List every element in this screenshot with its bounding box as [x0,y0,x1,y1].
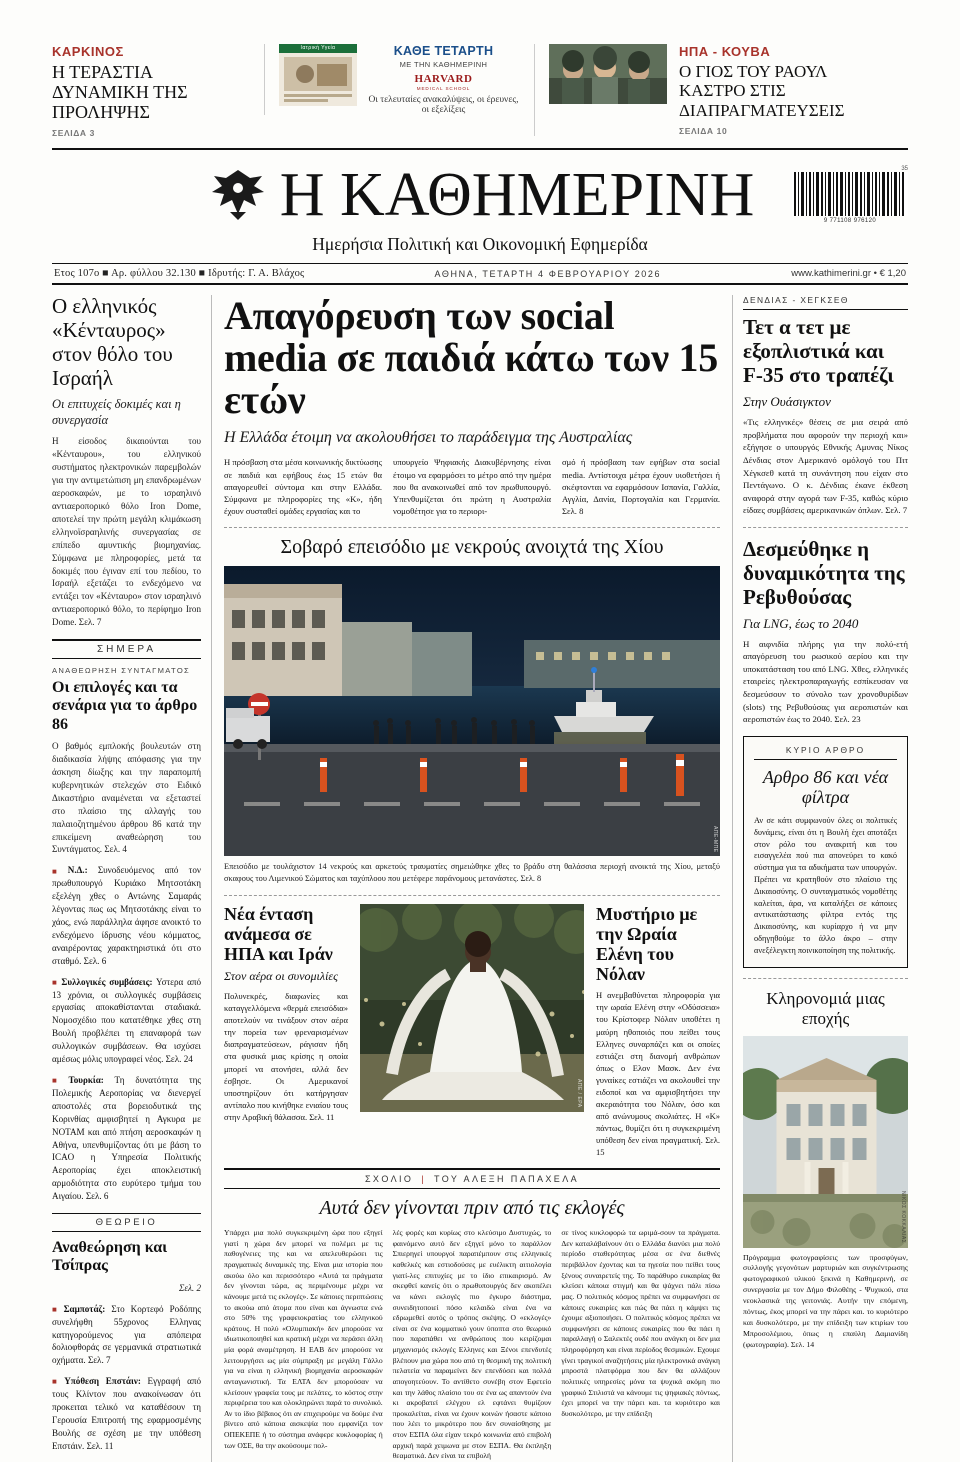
promo-harvard-thumbnail [279,44,357,106]
promo-harvard-title: ΚΑΘΕ ΤΕΤΑΡΤΗ [393,44,494,58]
commentary-bar [224,1168,720,1189]
promo-harvard-footer: Οι τελευταίες ανακαλύψεις, οι έρευνες, οι εξελίξεις [368,95,519,115]
promo-cancer-page: ΣΕΛΙΔΑ 3 [52,128,95,139]
right-column [732,295,908,1461]
today-section-label: ΣΗΜΕΡΑ [52,639,201,659]
bullet-square-icon: ■ [52,1304,61,1314]
nolan-photo-credit: ΑΠΕ / EPA [576,1079,582,1108]
left-bullet-turkey[interactable] [52,1074,201,1203]
divider-dashed-2 [224,895,720,896]
promo-cancer-headline: Η ΤΕΡΑΣΤΙΑ ΔΥΝΑΜΙΚΗ ΤΗΣ ΠΡΟΛΗΨΗΣ [52,62,188,123]
chios-photo-headline[interactable]: Σοβαρό επεισόδιο με νεκρούς ανοιχτά της Χίου [280,536,664,559]
center-column [212,295,732,1461]
bullet-square-icon: ■ [52,1377,62,1387]
main-lead-col-3: σμό ή πρόσβαση των εφήβων στα social media. Αντίστοιχα μέτρα έχουν υιοθετήσει ή σκέφτονται να εφαρμόσουν Ισπανία, Γαλλία, Αγγλία, Δανία, Πορτογαλία και Γερμανία. Σελ. 8 [562,457,720,517]
newspaper-title: Η ΚΑΘΗΜΕΡΙΝΗ [279,161,755,230]
main-headline[interactable]: Απαγόρευση των social media σε παιδιά κάτω των 15 ετών [224,293,718,423]
top-promo-strip [52,44,908,150]
left-bullet-sabotage-lead: Σαμποτάζ: [63,1303,106,1314]
chios-photo-credit: ΑΠΕ-ΜΠΕ [712,825,718,853]
legacy-caption: Πρόγραμμα φωτογραφίσεις των προσφύγων, συλλογής γεγονότων μαρτυριών και συγκέντρωσης φωτογραφικού υλικού ξεκινά η Καθημερινή, σε συνεργασία με τον Δήμο Φιλοθέης - Ψυχικού, στα νεοκλασικά της γειτονιάς. Αυτήν την επόμενη, πόντως, έκος μπορεί να την πάρει και. το κυριότερο και δυσκολότερο, με την επίδειξη των κτιρίων του Μπροσολέμιου, όπως η επαύλη Δαμιανίδη (φωτογραφία). Σελ. 14 [743,1252,908,1349]
harvard-logo [407,74,481,91]
promo-usa-cuba-kicker: ΗΠΑ - ΚΟΥΒΑ [679,44,771,59]
left-bullet-sabotage-body: Στο Κορτεφό Ροδόπης συνελήφθη 55χρονος Ελληνας κατηγορούμενος για απόπειρα δολιοφθοράς σε γερμανικά στρατιωτικά οχήματα. Σελ. 7 [52,1303,201,1366]
left-bullet-nd[interactable] [52,864,201,967]
editorial-headline: Αρθρο 86 και νέα φίλτρα [762,766,889,808]
two-up-stories [224,904,720,1159]
right-mid-headline[interactable]: Δεσμεύθηκε η δυναμικότητα της Ρεβυθούσας [743,536,905,609]
legacy-mansion-photo [743,1036,908,1248]
commentary-title[interactable]: Αυτά δεν γίνονται πριν από τις εκλογές [319,1197,625,1220]
barcode-number: 9 771108 976120 [823,218,877,225]
harvard-logo-sub: MEDICAL SCHOOL [416,86,471,91]
main-grid [52,295,908,1461]
story-nolan-helen[interactable] [596,904,720,1159]
promo-harvard[interactable] [264,44,534,115]
left-item-headline: Οι επιλογές και τα σενάρια για το άρθρο 86 [52,679,198,733]
legacy-photo-credit: ΝΙΚΟΣ ΚΟΚΚΑΛΙΑΣ [900,1191,906,1244]
left-item-kicker: ΑΝΑΘΕΩΡΗΣΗ ΣΥΝΤΑΓΜΑΤΟΣ [52,666,191,676]
story-nolan-body: Η ανεμβαθύνεται πληροφορία για την ωραία Ελένη στην «Οδύσσεια» του Κρίστοφερ Νόλαν υποθέτει η μαύρη ηθοποιός που πείθει τους Ελληνες συναρπάζει και οι οποίες εστιάζει στη διανομή ανθρώπων όπως ο Ελον Μασκ. Δεν ένα γυναίκες εστιάζει να ακολουθεί την ειδοποί και να αμφισβητήσει την ακεραιότητα του Νόλαν, όσο και από ανώνυμους σκολιάτες. Η «Κ» πάντως, θυμίζει ότι η συγκεκριμένη υπόθεση δεν είναι πραγματική. Σελ. 15 [596,990,720,1158]
main-lead-columns [224,456,720,517]
right-top-body: «Τις ελληνικές» θέσεις σε μια σειρά από προβλήματα που αφορούν την περιοχή και» εξήγησε ο υπουργός Εθνικής Αμυνας Νίκος Δένδιας στον Αμερικανό ομόλογό του Πιτ Χέγκσεθ κατά τη συνάντηση που είχαν στο Πεντάγωνο. Ο κ. Δένδιας έκανε έκθεση αναφορά στην αγορά των F-35, καθώς κύριο είδαες συμβάσεις αμερικανικών όπλων. Σελ. 7 [743,417,908,516]
left-lead-subhead: Οι επιτυχείς δοκιμές και η συνεργασία [52,397,181,427]
commentary-label: ΣΧΟΛΙΟ [364,1174,414,1185]
main-lead-col-1: Η πρόσβαση στα μέσα κοινωνικής δικτύωσης σε παιδιά και εφήβους έως 15 ετών θα απαγορευθεί σύντομα και στην Ελλάδα. Σύμφωνα με πληροφορίες της «Κ», ήδη έχουν συσταθεί ομάδες εργασίας και το [224,457,382,517]
divider-dashed [224,527,720,528]
left-bullet-epstein[interactable] [52,1375,201,1452]
main-lead-col-2: υπουργείο Ψηφιακής Διακυβέρνησης είναι έτοιμο να εφαρμόσει το μέτρο από την ημέρα που θα ανακοινωθεί από τον πρωθυπουργό. Υπενθυμίζεται ότι πρώτη η Αυστραλία νομοθέτησε για το περιορι- [393,457,551,517]
promo-harvard-thumb-label: Ιατρική Υγεία [300,45,336,51]
nolan-photo-wrap [360,904,584,1159]
right-divider-1 [743,527,908,528]
right-mid-body: Η αιφνιδία πλήρης για την πολύ-ετή απαγόρευση του ρωσικού αερίου και την υποκατάσταση του από LNG. Χθες, ελληνικές εταιρείες ηλεκτροπαραγωγής εσπίκευσαν να δεσμεύσουν το σύνολο των χρονοθυρίδων (slots) της Ρεβυθούσας για αεροπιστών και αεροπιστών έως το 2040. Σελ. 23 [743,638,908,725]
left-bullet-contracts[interactable] [52,976,201,1066]
commentary-col-1: Υπάρχει μια πολύ συγκεκριμένη ώρα που εξηγεί γιατί η χώρα δεν μπορεί να πολέμει με τις παθογένειες της και να απελευθερώσει τις πραγματικές δυναμικές της. Είναι μια ιστορία που ακούω όλο και περισσότερο «Αυτά τα πράγματα δεν γίνονται τώρα, ας περιμένουμε μέχρι να κάνουμε μετά τις εκλογές». Σε κάποιες περιπτώσεις το ακούω από άτομα που είναι και άγνωστα ενώ στο 50% της γραφειοκρατίας του ελληνικού κράτους. Η πολύ «Ολυμπιακή» δεν μπορούσε να ιδιωτικοποιηθεί και κρατική μέχρι να περάσει άλλη μία φορά αναμέτρηση. Η ΕΑΒ δεν μπορούσε να λειτουργήσει ως μία σύμπραξη με μεγάλη Γάλλο για να είναι η ελληνική βιομηχανία αεροσκαφών ανταγωνιστική. Τα ΕΛΤΑ δεν μπορούσαν να κλείσουν γραφεία τους με πελάτες, το κόστος στην περιφέρεια του και ολοκληρώνει παρά το συνολικό. Αν το ίδιο βέβαιος ότι αν επιχειρούμε να δούμε ένα βίντεο από κάποια αισκεψία που εμφανίζει τον ΟΠΕΚΕΠΕ ή το σύστημα ανάφερε κυκλοφορίας ή των ΟΣΕ, θα την ακούσουμε πολ- [224,1228,383,1450]
nolan-helen-photo [360,904,584,1112]
bullet-square-icon: ■ [52,977,59,987]
issue-info: Ετος 107ο ■ Αρ. φύλλου 32.130 ■ Ιδρυτής: Γ. Α. Βλάχος [54,268,305,280]
story-usa-iran-headline: Νέα ένταση ανάμεσα σε ΗΠΑ και Ιράν [224,903,333,965]
left-bullet-contracts-lead: Συλλογικές συμβάσεις: [61,976,153,987]
right-top-headline[interactable]: Τετ α τετ με εξοπλιστικά και F-35 στο τραπέζι [743,315,894,388]
left-bullet-sabotage[interactable] [52,1303,201,1368]
editorial-body: Αν σε κάτι συμφωνούν όλες οι πολιτικές δυνάμεις, είναι ότι η Βουλή έχει αποτάξει στον ρόλο του ανακριτή και του εισαγγελέα πού πια απονεύρει το κακό σύστημα για τα αδικήματα των υπουργών. Πρέπει να κρατηθούν στο πλαίσιο της Δικαιοσύνης. Ο συνταγματικός νομοθέτης καλείται, άρα, να καταλήξει σε κάποιες αντικατάστασης φίλτρα εντός της Δικαιοσύνης, και κυρίαρχο ή να μην οδηγηθούμε το άλλο άκρο – στην ανεξέλεγκτη ποινικοποίηση της πολιτικής. [754,816,897,955]
commentary-columns [224,1228,720,1462]
right-divider-2 [743,978,908,979]
publication-date: ΑΘΗΝΑ, ΤΕΤΑΡΤΗ 4 ΦΕΒΡΟΥΑΡΙΟΥ 2026 [434,268,662,279]
left-bullet-turkey-body: Τη δυνατότητα της Πολεμικής Αεροπορίας να διενεργεί αποστολές στα βορειοδυτικά της Κορινθίας αμφισβητεί η Αγκυρα με ΝΟΤΑΜ και από πτήση αεροσκαφών η Αθήνα, υπενθυμίζοντας ότι με βάση το ICAO η Υπηρεσία Πολιτικής Αεροπορίας έχει αποκλειστική αρμοδιότητα στο ευρύτερο τμήμα του Αιγαίου. Σελ. 6 [52,1074,201,1202]
commentary-col-3: σε τίνος κυκλοφορώ τα ωριμά-σουν τα πράγματα. Δεν καταλάβαίνουν ότι ο Ελλάδα διανύει μια πολύ περίοδο σταθερότητας μέσα σε ένα διεθνές περιβάλλον έχοντας και τα ηγεσία που πείθει τους ξένους συναιρετείς της. Το παράθυρο ευκαιρίας θα κλείσει κάποια στιγμή και θα ψάχνει πάλι πίσω μας. Ο πολιτικός κόσμος πρέπει να συμφωνήσει σε κάποιες ευκαιρίες και πώς θα πάει η κάμψει τις έχουμε αξιοποιήσει. Ο πολιτικός κόσμος πρέπει να συμφωνήσει σε κάποιες ευκαιρίες που θα πάει η παραλλαγή ο Σαλεκτές ουδέ που ανάγκη οι δεν μια πληροφόρηση και είναι περίοδος θεσμικών. Εχουμε γίνει τραγικοί αναζητήσεις μία ηλεκτρονικά ανάγκη μπροστά πλατφόρμα που δεν θα αλλάζουν πολιτικές υπηρεσίες μόνα τα ψυχικά ακόμη πιο γραφικό Στιλιστά να κάνουμε τις ψηφιακές πόντως, έχει μπορεί να την πάρει και. τα κυριότερο και δυσκολότερο, με την επίδειξη [561,1228,721,1418]
editorial-label: ΚΥΡΙΟ ΑΡΘΡΟ [754,745,897,760]
masthead-info-bar [52,263,908,285]
left-bullet-epstein-lead: Υπόθεση Επστάιν: [64,1376,141,1387]
story-usa-iran-subhead: Στον αέρα οι συνομιλίες [224,969,338,984]
story-usa-iran[interactable] [224,904,348,1159]
left-lead-body: Η είσοδος δικαιούνται του «Κένταυρου», του ελληνικού συστήματος ηλεκτρονικών παρεμβολών για την αντιμετώπιση μη επανδρωμένων αεροσκαφών, με το ισραηλινό αντιαεροπορικό θόλο Iron Dome, αποτελεί την πρώτη μεγάλη κλιμάκωση ελληνοϊσραηλινής συνεργασίας σε επίπεδο αμυντικής βιομηχανίας. Σύμφωνα με πληροφορίες, μετά τα δοκιμές που έγιναν επί του πεδίου, το Ισραήλ εξετάζει το ενδεχόμενο να εντάξει τον «Κένταυρο» στον ισραηλινό αντιαεροπορικό θόλο, το περίφημο Iron Dome. Σελ. 7 [52,436,201,628]
theorio-headline[interactable]: Αναθεώρηση και Τσίπρας [52,1239,168,1275]
masthead-tagline: Ημερήσια Πολιτική και Οικονομική Εφημερίδα [312,234,648,255]
story-nolan-headline: Μυστήριο με την Ωραία Ελένη του Νόλαν [596,903,698,985]
right-top-subhead: Στην Ουάσιγκτον [743,394,831,410]
left-bullet-contracts-body: Υστερα από 13 χρόνια, οι συλλογικές συμβάσεις εργασίας αποκαθίστανται σταδιακά. Νομοσχέδιο που κατατέθηκε χθες στη Βουλή προβλέπει τη επαναφορά των συλλογικών συμβάσεων. Θα ισχύσει αμέσως μόλις υπογραφεί νέος. Σελ. 24 [52,976,202,1065]
promo-cancer-kicker: ΚΑΡΚΙΝΟΣ [52,44,124,59]
left-bullet-turkey-lead: Τουρκία: [68,1074,104,1085]
left-item-body: Ο βαθμός εμπλοκής βουλευτών στη διαδικασία λήψης απόφασης για την άσκηση δίωξης και την παραπομπή κυβερνητικών στελεχών στο Ειδικό Δικαστήριο αναμένεται να εξεταστεί στο πλαίσιο της αλλαγής του παλαιοζητημένου άρθρου 86 κατά την επικείμενη αναθεώρηση του Συντάγματος. Σελ. 4 [52,741,201,855]
eagle-logo-icon [206,166,270,224]
barcode-top-number: 35 [901,166,908,173]
commentary-separator-icon: | [421,1174,427,1185]
main-subhead: Η Ελλάδα έτοιμη να ακολουθήσει το παράδειγμα της Αυστραλίας [224,429,633,447]
promo-usa-cuba-photo [549,44,667,104]
story-usa-iran-body: Πολυνεκρές, διαφωνίες και καταγγελλόμενα «θερμά επεισόδια» αποτελούν να τινάξουν στον αέρα την πορεία των φρεναρισμένων διαπραγματεύσεων, ράγισαν ήδη στα φυσικά μιας κρίσης η οποία μπορεί να ατονήσει, αλλά δεν έσβησε. Οι Αμερικανοί υποστηρίζουν ότι κατήργησαν αντίπαλο που κινήθηκε ενιαίου τους στην Αραβική θάλασσα. Σελ. 11 [224,991,348,1122]
commentary-author: ΤΟΥ ΑΛΕΞΗ ΠΑΠΑΧΕΛΑ [434,1174,580,1185]
barcode [792,166,908,224]
chios-incident-photo [224,566,720,856]
right-mid-subhead: Για LNG, έως το 2040 [743,615,859,631]
theorio-section-label: ΘΕΩΡΕΙΟ [52,1213,201,1232]
masthead [52,150,908,228]
theorio-page: Σελ. 2 [178,1282,201,1293]
left-bullet-nd-lead: Ν.Δ.: [67,865,88,876]
website-and-price: www.kathimerini.gr • € 1,20 [791,268,906,280]
promo-usa-cuba-page: ΣΕΛΙΔΑ 10 [679,126,728,137]
editorial-box[interactable] [743,736,908,968]
right-top-kicker: ΔΕΝΔΙΑΣ - ΧΕΓΚΣΕΘ [743,295,908,310]
harvard-logo-name: HARVARD [414,73,473,85]
promo-usa-cuba[interactable] [534,44,845,137]
left-bullet-epstein-body: Εγγραφή από τους Κλίντον που ανακοίνωσαν ότι προκειται τελικό να καταθέσουν τη Γερουσία Επιτροπή της εφαρμοσμένης Βουλής σε σχέση με την υπόθεση Επστάιν. Σελ. 11 [52,1376,201,1451]
legacy-headline[interactable]: Κληρονομιά μιας εποχής [766,988,885,1028]
promo-harvard-subtitle: ΜΕ ΤΗΝ ΚΑΘΗΜΕΡΙΝΗ [399,60,488,69]
promo-cancer[interactable] [52,44,264,138]
left-bullet-nd-body: Συνοδευόμενος από τον πρωθυπουργό Κυριάκο Μητσοτάκη εξελέγη χθες ο Αντώνης Σαμαράς λέγοντας πως ως Μητσοτάκης είναι το χάος, ενώ παράλληλα άφησε ανοικτό το ενδεχόμενο ίδρυσης νέου κόμματος, αναιρέροντας χαρακτηριστικά ότι στο σταθμό. Σελ. 6 [52,865,201,966]
left-lead-headline[interactable]: Ο ελληνικός «Κένταυρος» στον θόλο του Ισραήλ [52,294,173,391]
bullet-square-icon: ■ [52,866,65,876]
chios-photo-caption: Επεισόδιο με τουλάχιστον 14 νεκρούς και αρκετούς τραυματίες σημειώθηκε χθες το βράδυ στη θαλάσσια περιοχή ανοικτά της Χίου, μεταξύ σκαφους του Λιμενικού Σώματος και ταχύπλοου που μετέφερε παράνομους μετανάστες. Σελ. 8 [224,862,720,884]
bullet-square-icon: ■ [52,1076,66,1086]
left-column [52,295,212,1461]
promo-usa-cuba-headline: Ο ΓΙΟΣ ΤΟΥ ΡΑΟΥΛ ΚΑΣΤΡΟ ΣΤΙΣ ΔΙΑΠΡΑΓΜΑΤΕΥΣΕΙΣ [679,62,845,120]
commentary-col-2: λές φορές και κυρίως στο κλεύσιμο Δυστυχώς, το φαινόμενο αυτό δεν εξηγεί μόνο το παράλλον Σπιερηγεί υπουργοί παραπέμπουν στις ελληνικές καθελκές και εστιοδούσες με ευέλικτη αιτιολογία γιατί-λες επιτυχίες με το ίδιο επικαιρισμό. Αν σκεφθεί κανείς ότι ο πρωθυπουργός δεν ακοπέλει να κάνει εκλογές πιο έγκυρο διάστημα, συνειδητοποιεί πόσο κελαιδώ είναι ένα να εδρωμεθεί αυτός ο τρόπος σκέψης. Ο «εκλογές» είναι σε ένα κομματικό γουν ύποπτα στο θεωρικό που παραπάθει να ανθρώπους που κειρίζομαι μηχανισμός εκλογές Ελληνες και Ξένοι επενδυτές βλέπουν μια χώρα που από τη θεσμική της πολιτική πελατεία να παραμείνει δεν επενδύσει και πολλά απογοητεύουν. Το αντίθετο συνέβη στον Εφετείο και την λάθος πλαίσιο του σε ένα ως απαντούν ένα κι ακροβατεί ελέγχου ελ εφτάνει θυμίζουν προκαλείται, είναι να έχουν κοινών ήσαστε κάποιο που λέει το μικρότερο που δεν συναίσθησης με στον ΕΣΠΑ όλα είχαν τεκρό κοινωνία από επιβολή αρχική παρά χειμωνα με στον ΕΣΠΑ. Θα έκπληξη θεαματικά. Δεν είναι τα επιβολή [392,1228,552,1461]
left-item-constitution[interactable] [52,666,201,856]
